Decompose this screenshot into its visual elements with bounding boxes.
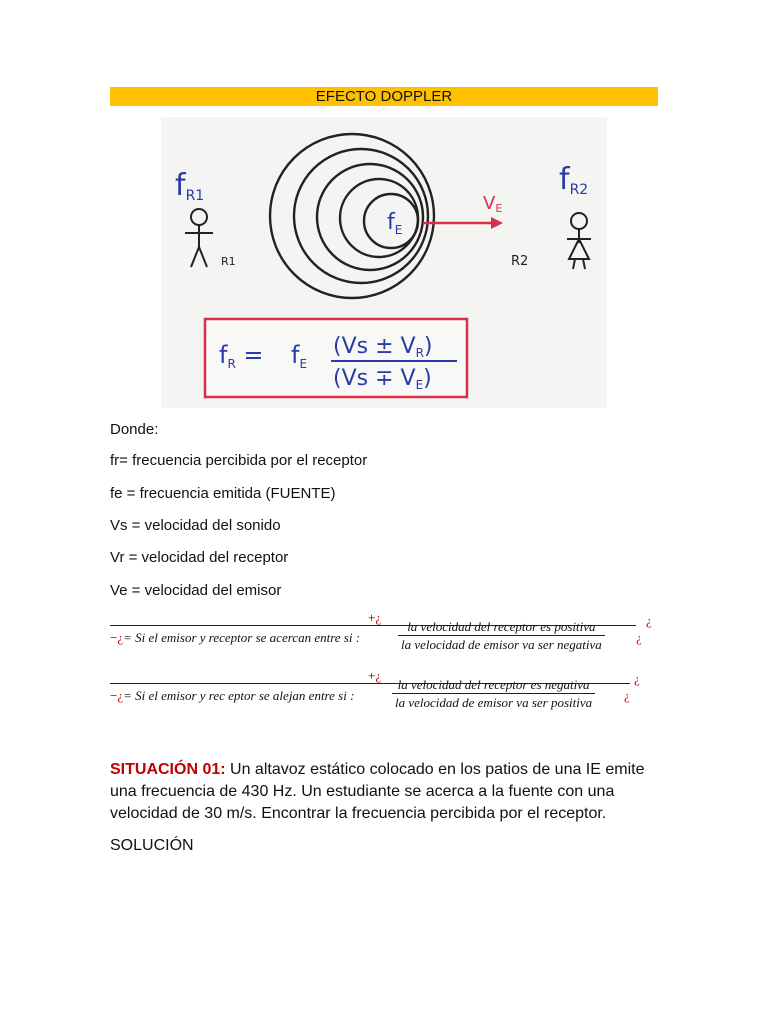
situation-text: Un altavoz estático colocado en los patios de una IE emite una frecuencia de 430 Hz. Un estudiante se acerca a la fuente con una velocidad de 30 m/s. Encontrar la frecuencia percibida por el receptor.	[110, 761, 645, 822]
rule-end-qmark: ¿	[634, 671, 640, 686]
source-label: $f_E$	[387, 210, 403, 237]
definition-ve: Ve = velocidad del emisor	[110, 582, 282, 599]
receptor-2-figure	[567, 213, 591, 269]
definition-vr: Vr = velocidad del receptor	[110, 549, 289, 566]
receptor-1-figure	[185, 209, 213, 267]
rule-plus-sign: +¿	[368, 668, 382, 683]
situation-paragraph	[110, 759, 650, 825]
formula-numerator: (Vs ± VR)	[333, 334, 433, 360]
rule-recede	[110, 668, 658, 720]
fr1-label: fR1	[175, 168, 205, 204]
formula-fe: $f_E$	[291, 341, 308, 371]
situation-label: SITUACIÓN 01:	[110, 761, 226, 778]
rule-end-qmark-2: ¿	[624, 688, 630, 703]
rule-condition: −¿= Si el emisor y receptor se acercan entre si :	[110, 630, 361, 645]
fr2-label: fR2	[559, 162, 589, 198]
rule-approach	[110, 610, 658, 660]
rule-fraction: la velocidad del receptor es positiva la velocidad de emisor va ser negativa	[398, 618, 605, 653]
document-title: EFECTO DOPPLER	[110, 87, 658, 106]
definition-vs: Vs = velocidad del sonido	[110, 517, 281, 534]
wave-circles	[270, 134, 434, 298]
formula-lhs: $f_R$ =	[219, 341, 264, 371]
doppler-illustration	[161, 117, 607, 408]
r2-label: R2	[511, 254, 529, 269]
rule-plus-sign: +¿	[368, 610, 382, 625]
rule-end-qmark: ¿	[646, 613, 652, 628]
rule-condition: −¿= Si el emisor y rec eptor se alejan entre si :	[110, 688, 355, 703]
rule-fraction: la velocidad del receptor es negativa la velocidad de emisor va ser positiva	[392, 676, 595, 711]
ve-label: VE	[483, 193, 503, 215]
definition-fr: fr= frecuencia percibida por el receptor	[110, 452, 368, 469]
definition-fe: fe = frecuencia emitida (FUENTE)	[110, 485, 336, 502]
rule-end-qmark-2: ¿	[636, 630, 642, 645]
r1-label: R1	[221, 255, 236, 268]
solution-heading: SOLUCIÓN	[110, 837, 194, 854]
donde-label: Donde:	[110, 421, 159, 438]
formula-denominator: (Vs ∓ VE)	[333, 366, 432, 392]
